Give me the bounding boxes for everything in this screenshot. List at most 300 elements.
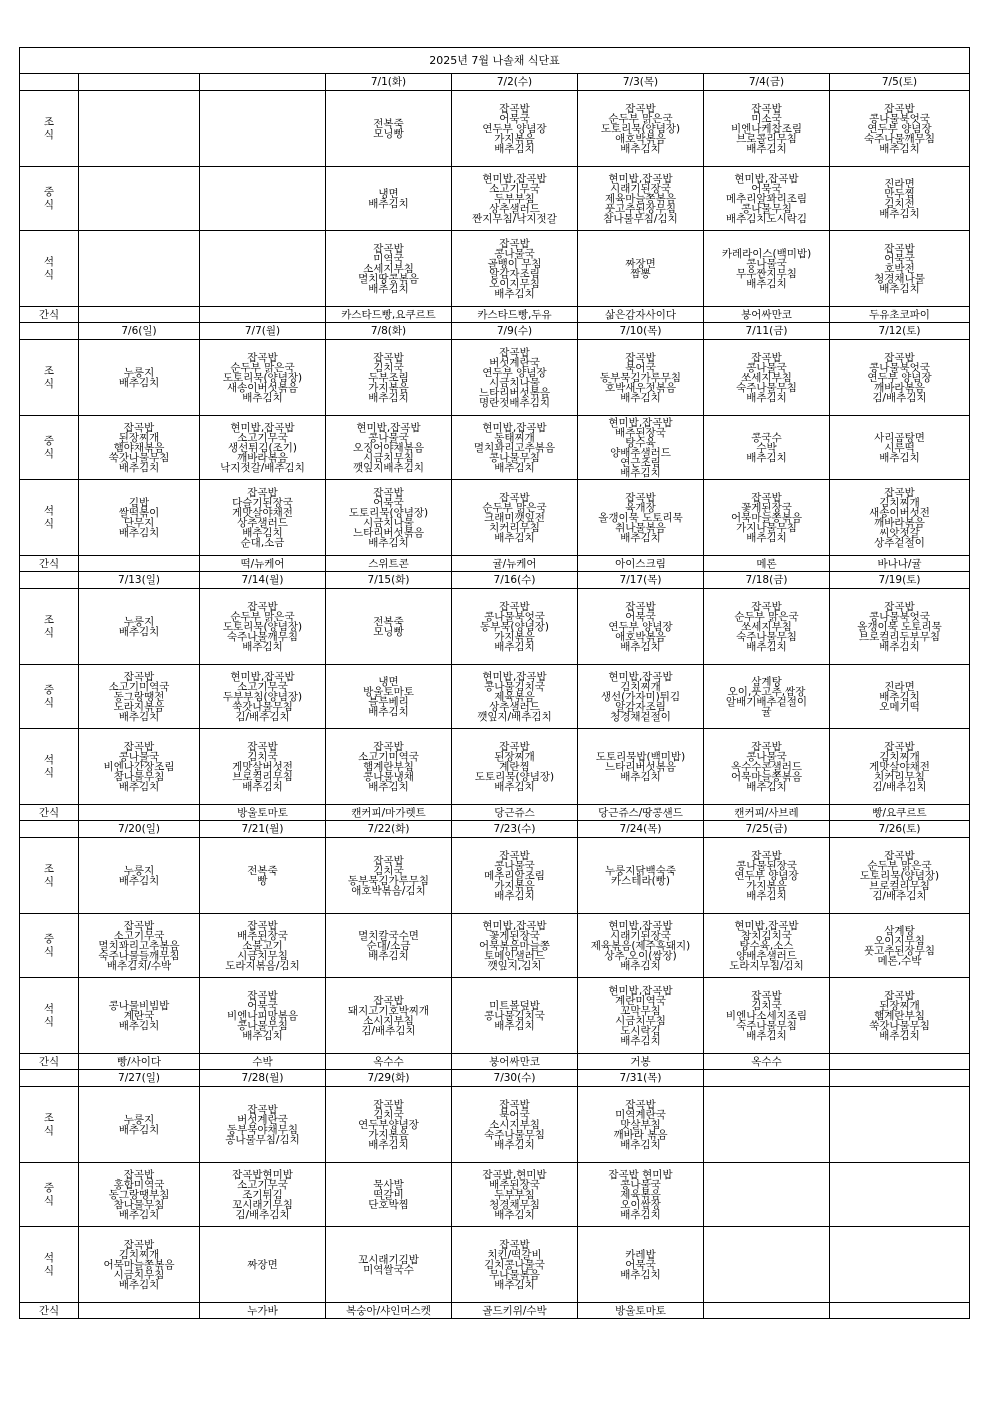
date-header [79, 74, 200, 91]
menu-item: 콩나물북엇국 [484, 610, 545, 623]
menu-item: 배추김치 [118, 710, 160, 723]
date-header: 7/7(월) [200, 323, 326, 340]
menu-item: 배추김치 [746, 780, 787, 793]
menu-item: 느타리버섯볶음 [604, 760, 676, 773]
date-header: 7/19(토) [830, 572, 970, 589]
menu-item: 비엔나소세지조림 [725, 1009, 808, 1022]
menu-cell [200, 914, 326, 978]
menu-item: 블루베리 [368, 695, 409, 708]
menu-item: 짜장면 [247, 1258, 278, 1271]
menu-item: 동부묵야채무침 [226, 1123, 298, 1136]
meal-label-char: 중 [43, 1181, 55, 1194]
menu-item: 두부조림 [368, 371, 409, 384]
menu-item: 배추김치 [620, 959, 661, 972]
date-header: 7/16(수) [452, 572, 578, 589]
menu-cell [326, 729, 452, 805]
menu-cell [578, 665, 704, 729]
menu-item: 잡곡밥 [884, 351, 915, 364]
menu-item: 멸치꽈리고추볶음 [98, 939, 180, 952]
menu-item: 숙주나물무침 [484, 1128, 545, 1141]
menu-item: 소고기미역국 [358, 750, 419, 763]
date-row [20, 74, 970, 91]
lunch-label [20, 416, 79, 480]
menu-item: 오이지무침 [874, 934, 925, 947]
menu-item: 두부부침 [494, 1188, 535, 1201]
menu-cell [326, 340, 452, 416]
menu-item: 배추김치 [368, 780, 409, 793]
date-header: 7/22(화) [326, 821, 452, 838]
menu-item: 북어국 [499, 1108, 530, 1121]
menu-item: 시금치무침 [113, 1268, 165, 1281]
lunch-row [20, 665, 970, 729]
menu-item: 누룽지 [123, 1113, 155, 1126]
snack-cell: 바나나/귤 [830, 556, 970, 572]
menu-item: 어묵마늘쫑볶음 [730, 770, 802, 783]
menu-item: 동태찌개 [494, 431, 535, 444]
menu-item: 김/배추김치 [235, 1208, 290, 1221]
menu-cell [578, 838, 704, 914]
menu-item: 상추겉절이 [874, 536, 925, 549]
menu-cell [578, 978, 704, 1054]
menu-cell [830, 978, 970, 1054]
menu-item: 가지나물무침 [736, 521, 797, 534]
snack-label: 간식 [20, 1303, 79, 1319]
date-row-corner [20, 1070, 79, 1087]
snack-label: 간식 [20, 805, 79, 821]
date-header: 7/14(월) [200, 572, 326, 589]
date-header: 7/11(금) [704, 323, 830, 340]
menu-item: 게맛살버섯전 [232, 760, 293, 773]
snack-cell [830, 1303, 970, 1319]
menu-item: 깨바라볶음 [874, 516, 925, 529]
menu-item: 브로컬리두부무침 [858, 630, 941, 643]
menu-cell [200, 978, 326, 1054]
menu-item: 콩나물국 [494, 859, 535, 872]
breakfast-label [20, 340, 79, 416]
meal-label-char: 식 [43, 198, 55, 211]
menu-item: 배추된장국 [615, 426, 666, 439]
lunch-label [20, 914, 79, 978]
menu-item: 김치콩나물국 [484, 1258, 545, 1271]
snack-cell [830, 1054, 970, 1070]
menu-cell [79, 231, 200, 307]
snack-cell: 스위트콘 [326, 556, 452, 572]
menu-item: 순두부 맑은국 [230, 610, 295, 623]
menu-item: 배추김치 [879, 207, 920, 220]
date-header: 7/29(화) [326, 1070, 452, 1087]
menu-item: 잡곡밥 [373, 994, 404, 1007]
menu-item: 배추김치 [118, 461, 160, 474]
menu-item: 현미밥,잡곡밥 [482, 670, 547, 683]
menu-item: 청경채무침 [489, 1198, 540, 1211]
menu-item: 배추김치 [368, 391, 409, 404]
menu-item: 잡곡밥 [373, 1098, 404, 1111]
menu-item: 김/배추김치 [872, 780, 927, 793]
meal-label-char: 조 [43, 115, 55, 128]
menu-item: 미역계란국 [615, 1108, 666, 1121]
menu-item: 잡곡밥 [884, 740, 915, 753]
menu-item: 잡곡밥 [499, 237, 530, 250]
menu-item: 도라지볶음 [113, 700, 165, 713]
menu-cell [200, 91, 326, 167]
menu-cell [830, 340, 970, 416]
menu-item: 배추김치 [746, 277, 787, 290]
snack-cell: 아이스크림 [578, 556, 704, 572]
menu-cell [830, 416, 970, 480]
menu-item: 햄계란부침 [363, 760, 414, 773]
menu-item: 배추김치 [879, 282, 920, 295]
menu-cell [704, 231, 830, 307]
menu-item: 상추샐러드 [489, 700, 540, 713]
date-header: 7/8(화) [326, 323, 452, 340]
menu-cell [452, 340, 578, 416]
menu-item: 배추김치 [879, 1029, 920, 1042]
snack-cell: 두유초코파이 [830, 307, 970, 323]
menu-item: 배추김치 [368, 705, 409, 718]
lunch-row [20, 416, 970, 480]
menu-item: 누룽지닭백숙죽 [604, 864, 676, 877]
menu-item: 전복죽 [247, 864, 278, 877]
menu-item: 무나물볶음 [489, 1268, 540, 1281]
menu-item: 가지볶음 [494, 879, 535, 892]
menu-item: 배추김치 [620, 1138, 661, 1151]
menu-item: 잡곡밥 [123, 421, 155, 434]
meal-label-char: 식 [43, 1015, 55, 1028]
menu-item: 연두부 양념장 [608, 620, 673, 633]
menu-item: 육개장 [625, 501, 656, 514]
menu-item: 햄계란부침 [874, 1009, 925, 1022]
menu-cell [79, 91, 200, 167]
menu-item: 탕수육 [625, 436, 656, 449]
menu-item: 도토리묵(양념장) [474, 770, 555, 783]
menu-item: 시금치무침 [237, 949, 288, 962]
menu-item: 잡곡밥 [247, 1103, 278, 1116]
snack-cell: 누가바 [200, 1303, 326, 1319]
menu-item: 잡곡밥 [625, 102, 656, 115]
menu-item: 잡곡밥 [373, 486, 404, 499]
menu-item: 콩나물김치국 [484, 1009, 545, 1022]
menu-item: 메추리알꽈리조림 [725, 192, 808, 205]
menu-cell [452, 416, 578, 480]
menu-item: 잡곡밥 [247, 740, 278, 753]
snack-cell: 빵/사이다 [79, 1054, 200, 1070]
menu-item: 느타리버섯볶음 [478, 386, 550, 399]
menu-item: 순두부 맑은국 [734, 610, 799, 623]
menu-item: 모닝빵 [373, 625, 404, 638]
menu-item: 꽃게된장국 [489, 929, 540, 942]
menu-item: 연두부 양념장 [482, 366, 547, 379]
menu-item: 배추김치 [879, 451, 920, 464]
menu-item: 배추김치 [242, 780, 283, 793]
menu-item: 숙주나물깨무침 [863, 132, 935, 145]
dinner-label [20, 729, 79, 805]
date-header: 7/15(화) [326, 572, 452, 589]
date-row-corner [20, 74, 79, 91]
menu-item: 소불고기 [242, 939, 283, 952]
menu-cell [200, 589, 326, 665]
menu-item: 게맛살야채전 [869, 760, 930, 773]
menu-item: 깻잎지,김치 [487, 959, 542, 972]
meal-label-char: 식 [43, 517, 55, 530]
menu-item: 배추김치 [879, 690, 920, 703]
menu-item: 누룽지 [123, 366, 155, 379]
menu-item: 배추김치 [620, 142, 661, 155]
menu-item: 잡곡밥 [751, 989, 782, 1002]
menu-item: 양배추샐러드 [736, 949, 797, 962]
snack-cell: 빵/요쿠르트 [830, 805, 970, 821]
menu-cell [200, 1163, 326, 1227]
menu-item: 비엔나케찹조림 [730, 122, 802, 135]
meal-label-char: 식 [43, 1264, 55, 1277]
menu-cell [830, 1087, 970, 1163]
menu-item: 소고기무국 [237, 1178, 288, 1191]
menu-item: 어묵국 [884, 252, 915, 265]
menu-item: 잡곡밥 [373, 740, 404, 753]
menu-item: 배추김치 [118, 625, 160, 638]
menu-item: 잡곡밥 [884, 989, 915, 1002]
meal-label-char: 석 [43, 255, 55, 268]
menu-item: 연두부 양념장 [482, 122, 547, 135]
menu-item: 버섯계란국 [489, 356, 540, 369]
menu-item: 상추샐러드 [489, 202, 540, 215]
menu-item: 계란찜 [499, 760, 530, 773]
menu-item: 쌀떡볶이 [118, 506, 160, 519]
menu-cell [326, 589, 452, 665]
date-header: 7/26(토) [830, 821, 970, 838]
menu-item: 토메인샐러드 [484, 949, 545, 962]
menu-cell [452, 1227, 578, 1303]
menu-cell [200, 1227, 326, 1303]
menu-item: 잡곡밥 [247, 486, 278, 499]
date-row-corner [20, 821, 79, 838]
menu-item: 도토리묵(양념장) [222, 620, 303, 633]
menu-item: 연근조림 [620, 456, 661, 469]
menu-cell [200, 665, 326, 729]
menu-item: 방울토마토 [363, 685, 414, 698]
menu-cell [704, 416, 830, 480]
menu-cell [830, 91, 970, 167]
menu-item: 깨바라 볶음 [613, 1128, 668, 1141]
menu-cell [79, 480, 200, 556]
dinner-label [20, 978, 79, 1054]
meal-label-char: 식 [43, 1124, 55, 1137]
snack-cell [79, 805, 200, 821]
menu-item: 제육볶음(제주흑돼지) [590, 939, 691, 952]
dinner-row [20, 1227, 970, 1303]
menu-item: 잡곡밥 [884, 849, 915, 862]
menu-item: 소고기무국 [237, 431, 288, 444]
menu-item: 청경채나물 [874, 272, 925, 285]
date-header: 7/20(일) [79, 821, 200, 838]
menu-item: 배추김치도시락김 [725, 212, 808, 225]
menu-item: 배추김치 [494, 142, 535, 155]
menu-item: 배추김치 [118, 376, 160, 389]
menu-item: 잡곡밥 [499, 102, 530, 115]
menu-cell [79, 914, 200, 978]
date-header: 7/24(목) [578, 821, 704, 838]
menu-item: 현미밥,잡곡밥 [608, 416, 673, 429]
menu-item: 잡곡밥 [123, 740, 155, 753]
date-row-corner [20, 572, 79, 589]
date-header: 7/13(일) [79, 572, 200, 589]
menu-item: 김치국 [751, 999, 782, 1012]
menu-item: 시금치무침 [615, 1014, 666, 1027]
menu-item: 햄야채볶음 [113, 441, 165, 454]
menu-item: 취나물볶음 [615, 521, 666, 534]
menu-item: 어묵국 [499, 112, 530, 125]
menu-item: 미트볼덮밥 [489, 999, 540, 1012]
menu-item: 연두부양념장 [358, 1118, 419, 1131]
snack-cell: 붕어싸만코 [704, 307, 830, 323]
menu-item: 치커리무침 [489, 521, 540, 534]
menu-cell [326, 91, 452, 167]
menu-item: 카스테라(빵) [611, 874, 670, 887]
date-header: 7/21(월) [200, 821, 326, 838]
menu-cell [830, 838, 970, 914]
menu-item: 순대,소금 [240, 536, 285, 549]
menu-cell [452, 978, 578, 1054]
date-header: 7/6(일) [79, 323, 200, 340]
menu-item: 소고기미역국 [108, 680, 170, 693]
menu-cell [578, 1227, 704, 1303]
snack-cell [79, 307, 200, 323]
menu-item: 콩국수 [751, 431, 782, 444]
date-header: 7/5(토) [830, 74, 970, 91]
menu-item: 배추김치 [620, 1208, 661, 1221]
menu-item: 배추김치 [620, 531, 661, 544]
menu-item: 다슬기된장국 [232, 496, 293, 509]
menu-item: 시금치나물 [363, 516, 414, 529]
snack-cell [79, 1303, 200, 1319]
menu-cell [200, 838, 326, 914]
snack-cell: 옥수수 [704, 1054, 830, 1070]
menu-cell [578, 589, 704, 665]
menu-cell [452, 729, 578, 805]
menu-item: 깨바라볶음 [874, 381, 925, 394]
menu-item: 숙주나물들깨무침 [98, 949, 180, 962]
menu-item: 돼지고기호박찌개 [347, 1004, 430, 1017]
menu-item: 배추김치 [620, 1034, 661, 1047]
menu-cell [452, 1087, 578, 1163]
menu-item: 잡곡밥 [123, 919, 155, 932]
menu-item: 쑥갓나물무침 [869, 1019, 930, 1032]
menu-item: 만두찜 [884, 187, 915, 200]
date-header [200, 74, 326, 91]
menu-item: 현미밥,잡곡밥 [482, 421, 547, 434]
snack-cell [704, 1303, 830, 1319]
menu-cell [326, 480, 452, 556]
menu-item: 배추김치 [118, 1278, 160, 1291]
menu-item: 도시락김 [620, 1024, 661, 1037]
menu-item: 어묵마늘쫑볶음 [730, 511, 802, 524]
menu-cell [452, 838, 578, 914]
snack-row [20, 307, 970, 323]
menu-cell [578, 91, 704, 167]
date-header: 7/2(수) [452, 74, 578, 91]
menu-item: 잡곡밥 [751, 849, 782, 862]
snack-cell: 캔커피/마가렛트 [326, 805, 452, 821]
menu-item: 배추된장국 [237, 929, 288, 942]
date-header: 7/30(수) [452, 1070, 578, 1087]
menu-item: 배추김치 [746, 142, 787, 155]
menu-item: 현미밥,잡곡밥 [734, 172, 799, 185]
menu-cell [452, 589, 578, 665]
menu-item: 골뱅이 무침 [487, 257, 542, 270]
date-row-corner [20, 323, 79, 340]
snack-cell: 카스타드빵,요쿠르트 [326, 307, 452, 323]
snack-label: 간식 [20, 1054, 79, 1070]
menu-item: 메추리알조림 [484, 869, 545, 882]
menu-item: 배추김치 [368, 536, 409, 549]
menu-cell [452, 665, 578, 729]
dinner-label [20, 231, 79, 307]
menu-item: 잡곡밥 [751, 740, 782, 753]
menu-item: 배추김치 [494, 640, 535, 653]
menu-cell [452, 167, 578, 231]
menu-item: 제육마늘쫑볶음 [604, 192, 676, 205]
menu-item: 생선튀김(조기) [227, 441, 298, 454]
menu-cell [200, 1087, 326, 1163]
snack-cell: 골드키위/수박 [452, 1303, 578, 1319]
menu-cell [200, 480, 326, 556]
menu-item: 무우짠지무침 [736, 267, 797, 280]
menu-item: 쑥갓나물무침 [108, 451, 170, 464]
menu-cell [704, 978, 830, 1054]
menu-item: 냉면 [378, 675, 399, 688]
menu-item: 현미밥,잡곡밥 [734, 919, 799, 932]
menu-cell [830, 589, 970, 665]
menu-cell [704, 729, 830, 805]
menu-item: 잡곡밥 현미밥 [608, 1168, 673, 1181]
menu-item: 수박 [756, 441, 777, 454]
menu-item: 김/배추김치 [361, 1024, 416, 1037]
menu-item: 잡곡밥 [884, 102, 915, 115]
menu-item: 김밥 [128, 496, 150, 509]
menu-cell [704, 589, 830, 665]
menu-item: 도라지무침/김치 [729, 959, 804, 972]
meal-label-char: 중 [43, 683, 55, 696]
menu-item: 소고기무국 [237, 680, 288, 693]
menu-item: 오징어야채볶음 [352, 441, 424, 454]
snack-cell [200, 307, 326, 323]
menu-item: 잡곡밥 [884, 486, 915, 499]
menu-item: 크래미깻잎전 [484, 511, 545, 524]
menu-item: 애호박볶음 [615, 630, 666, 643]
menu-item: 연두부 양념장 [867, 371, 932, 384]
menu-cell [79, 589, 200, 665]
menu-cell [704, 1227, 830, 1303]
menu-cell [830, 729, 970, 805]
dinner-label [20, 480, 79, 556]
menu-item: 잡곡밥 [751, 102, 782, 115]
menu-item: 메론,수박 [877, 954, 922, 967]
menu-item: 배추김치 [118, 1019, 160, 1032]
snack-cell: 캔커피/사브레 [704, 805, 830, 821]
date-header: 7/3(목) [578, 74, 704, 91]
menu-item: 어묵국 [751, 182, 782, 195]
menu-item: 잡곡밥 [373, 854, 404, 867]
menu-item: 콩나물국 [620, 1178, 661, 1191]
menu-cell [704, 1163, 830, 1227]
breakfast-row [20, 589, 970, 665]
menu-cell [79, 167, 200, 231]
menu-cell [830, 1163, 970, 1227]
menu-cell [79, 978, 200, 1054]
menu-item: 알감자조림 [489, 267, 540, 280]
snack-cell: 거봉 [578, 1054, 704, 1070]
menu-item: 미역쌀국수 [363, 1263, 414, 1276]
menu-item: 배추김치 [746, 531, 787, 544]
